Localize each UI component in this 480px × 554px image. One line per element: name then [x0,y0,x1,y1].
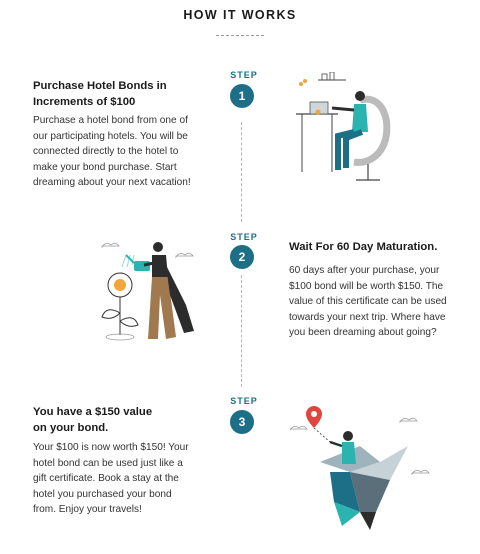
title-divider [216,35,264,36]
person-laptop-illustration [288,72,398,187]
step-description [33,440,189,518]
step-heading [33,404,152,436]
step-number-badge: 1 [230,84,254,108]
step-description-line: 60 days after your purchase, your [289,265,440,276]
step-description-line: $100 bond will be worth $150. The [289,280,444,292]
step-description [289,263,447,341]
bird-rider-illustration [290,402,440,542]
step-heading: Wait For 60 Day Maturation. [289,241,438,253]
step-label: STEP [230,70,258,80]
step-label: STEP [230,232,258,242]
step-description-line: value of this certificate can be used [289,296,447,308]
step-description-line: make your bond purchase. Start [33,161,177,173]
watering-plant-illustration [96,235,201,345]
timeline-line-1 [241,122,242,222]
step-heading-line: Purchase Hotel Bonds in [33,80,167,92]
step-description [33,113,191,191]
step-heading-line: on your bond. [33,422,109,434]
step-heading-line: You have a $150 value [33,406,153,418]
step-label: STEP [230,396,258,406]
page-title: HOW IT WORKS [183,8,297,22]
step-description-line: hotel you purchased your bond [33,488,172,500]
step-number-badge: 2 [230,245,254,269]
step-description-line: hotel bond can be used just like a [33,457,183,469]
step-description-line: Your $100 is now worth $150! Your [33,442,189,453]
step-description-line: from. Enjoy your travels! [33,504,142,516]
step-heading [33,78,167,110]
step-heading-line: Increments of $100 [33,96,136,108]
step-description-line: our participating hotels. You will be [33,130,188,142]
step-description-line: you been dreaming about going? [289,327,437,339]
step-description-line: towards your next trip. Where have [289,311,446,323]
step-description-line: dreaming about your next vacation! [33,177,191,189]
step-description-line: gift certificate. Book a stay at the [33,473,179,485]
step-number-badge: 3 [230,410,254,434]
step-description-line: connected directly to the hotel to [33,146,179,158]
step-description-line: Purchase a hotel bond from one of [33,115,188,126]
timeline-line-2 [241,275,242,387]
